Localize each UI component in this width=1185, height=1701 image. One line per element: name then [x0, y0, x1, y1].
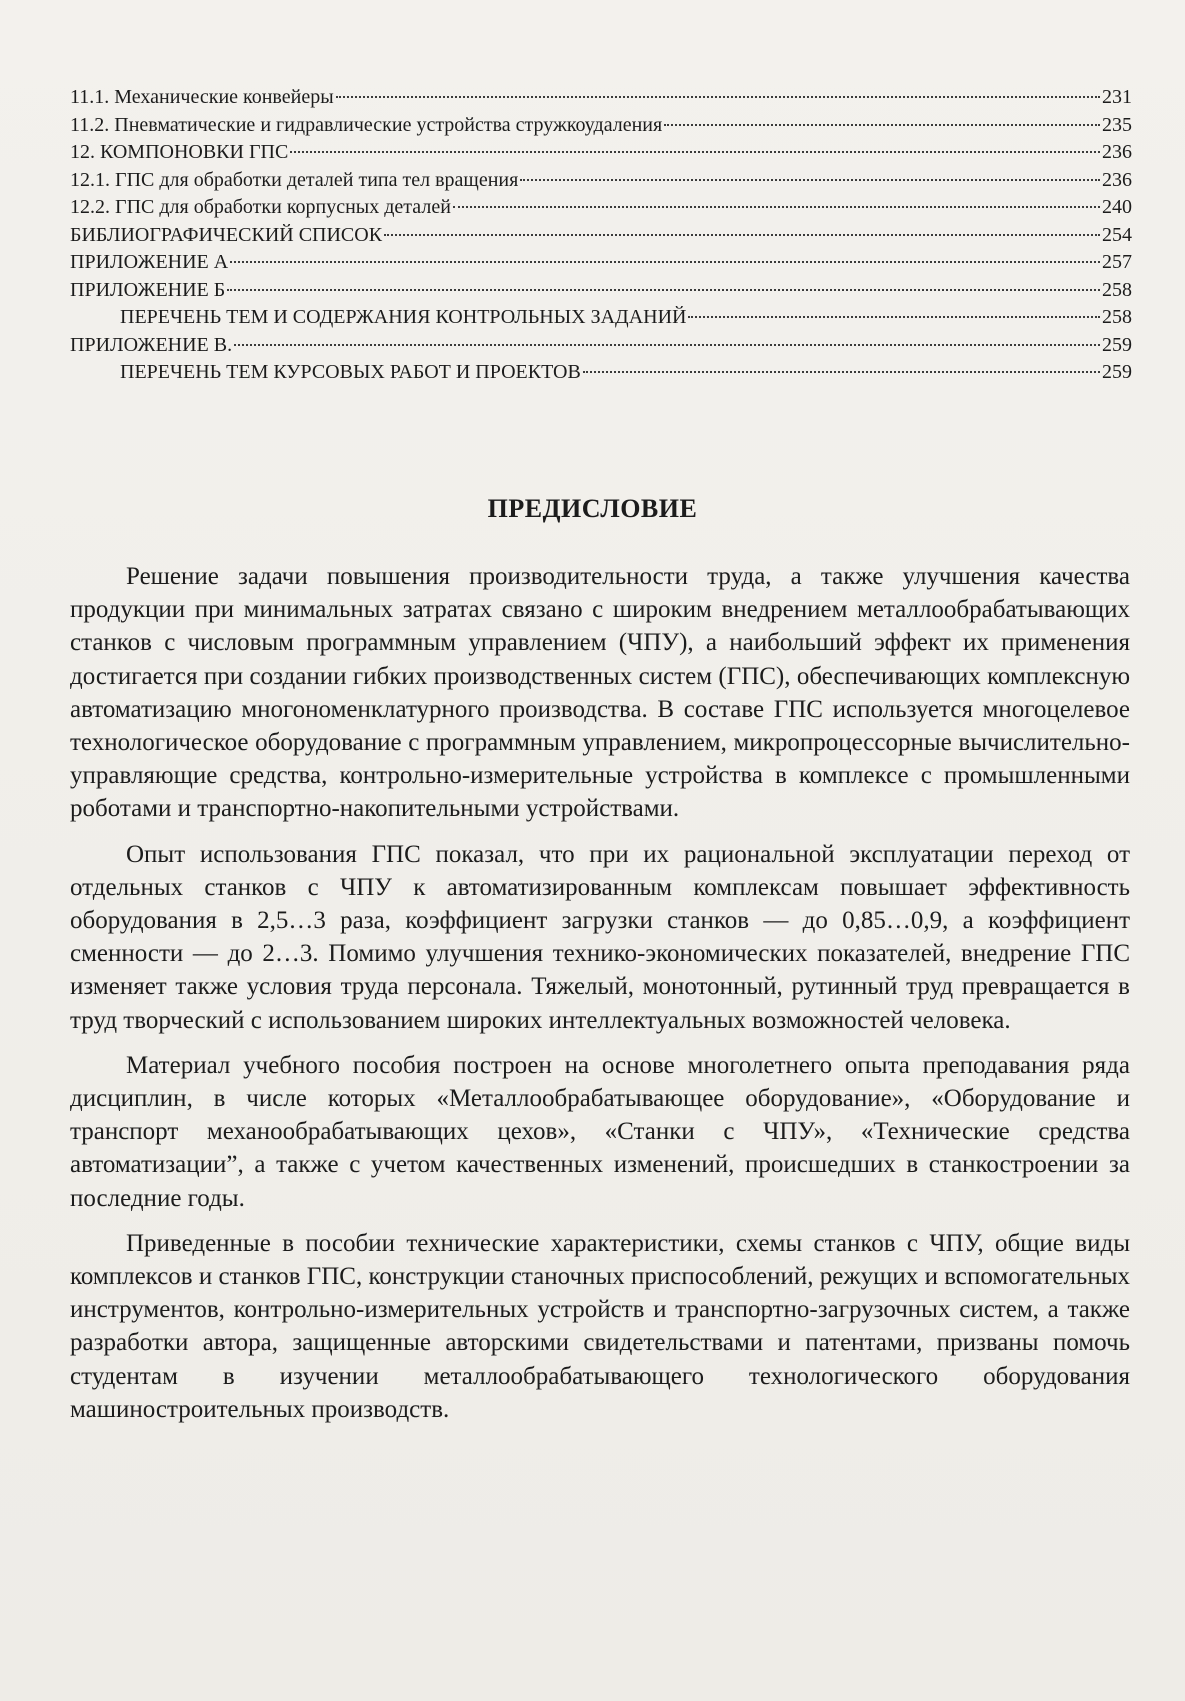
toc-entry[interactable] [70, 112, 1132, 140]
toc-entry-page: 254 [1102, 223, 1132, 246]
toc-entry[interactable] [70, 139, 1132, 167]
toc-leader-dots [583, 371, 1100, 373]
toc-entry-title: БИБЛИОГРАФИЧЕСКИЙ СПИСОК [70, 223, 383, 246]
toc-leader-dots [234, 344, 1100, 346]
table-of-contents [70, 84, 1132, 387]
paragraph: Приведенные в пособии технические характеристики, схемы станков с ЧПУ, общие виды комплексов и станков ГПС, конструкции станочных приспособлений, режущих и вспомогательных инструментов, контрольно-измерительных устройств и транспортно-загрузочных систем, а также разработки автора, защищенные авторскими свидетельствами и патентами, призваны помочь студентам в изучении металлообрабатывающего технологического оборудования машиностроительных производств. [70, 1229, 1130, 1423]
paragraph: Материал учебного пособия построен на основе многолетнего опыта преподавания ряда дисциплин, в числе которых «Металлообрабатывающее оборудование», «Оборудование и транспорт механообрабатывающих цехов», «Станки с ЧПУ», «Технические средства автоматизации”, а также с учетом качественных изменений, происшедших в станкостроении за последние годы. [70, 1051, 1130, 1212]
toc-leader-dots [227, 289, 1100, 291]
toc-entry-title: 12. КОМПОНОВКИ ГПС [70, 141, 289, 163]
toc-entry-page: 240 [1102, 196, 1132, 218]
toc-entry-title: 12.2. ГПС для обработки корпусных деталей [70, 196, 451, 218]
toc-entry-title: 12.1. ГПС для обработки деталей типа тел вращения [70, 168, 519, 191]
paragraph: Опыт использования ГПС показал, что при их рациональной эксплуатации переход от отдельных станков с ЧПУ к автоматизированным комплексам повышает эффективность оборудования в 2,5…3 раза, коэффициент загрузки станков — до 0,85…0,9, а коэффициент сменности — до 2…3. Помимо улучшения технико-экономических показателей, внедрение ГПС изменяет также условия труда персонала. Тяжелый, монотонный, рутинный труд превращается в труд творческий с использованием широких интеллектуальных возможностей человека. [70, 840, 1130, 1034]
toc-entry[interactable] [70, 359, 1132, 387]
toc-leader-dots [290, 151, 1100, 153]
toc-entry-title: 11.2. Пневматические и гидравлические устройства стружкоудаления [70, 113, 663, 136]
toc-leader-dots [453, 206, 1100, 208]
preface-body [70, 560, 1130, 1438]
toc-entry[interactable] [70, 167, 1132, 195]
toc-entry-title: ПЕРЕЧЕНЬ ТЕМ И СОДЕРЖАНИЯ КОНТРОЛЬНЫХ ЗАДАНИЙ [120, 306, 687, 328]
toc-entry-page: 236 [1102, 141, 1132, 163]
paragraph: Решение задачи повышения производительности труда, а также улучшения качества продукции при минимальных затратах связано с широким внедрением металлообрабатывающих станков с числовым программным управлением (ЧПУ), а наибольший эффект их применения достигается при создании гибких производственных систем (ГПС), обеспечивающих комплексную автоматизацию многономенклатурного производства. В составе ГПС используется многоцелевое технологическое оборудование с программным управлением, микропроцессорные вычислительно-управляющие средства, контрольно-измерительные устройства в комплексе с промышленными роботами и транспортно-накопительными устройствами. [70, 563, 1130, 823]
toc-entry[interactable] [70, 249, 1132, 277]
toc-entry-page: 235 [1102, 113, 1132, 136]
toc-entry[interactable] [70, 222, 1132, 250]
toc-entry[interactable] [70, 332, 1132, 360]
toc-leader-dots [688, 316, 1100, 318]
toc-entry-page: 259 [1102, 333, 1132, 356]
toc-entry-title: ПРИЛОЖЕНИЕ А [70, 251, 229, 273]
toc-entry-page: 259 [1102, 361, 1132, 383]
toc-entry[interactable] [70, 194, 1132, 222]
toc-leader-dots [520, 179, 1100, 181]
toc-entry-page: 258 [1102, 278, 1132, 301]
toc-entry-title: ПЕРЕЧЕНЬ ТЕМ КУРСОВЫХ РАБОТ И ПРОЕКТОВ [120, 361, 581, 383]
toc-entry-page: 231 [1102, 86, 1132, 108]
toc-entry-page: 258 [1102, 306, 1132, 328]
toc-entry-title: ПРИЛОЖЕНИЕ В. [70, 333, 233, 356]
toc-entry[interactable] [70, 304, 1132, 332]
toc-leader-dots [230, 261, 1100, 263]
section-heading: ПРЕДИСЛОВИЕ [487, 494, 698, 523]
toc-leader-dots [384, 234, 1100, 236]
toc-entry-page: 257 [1102, 251, 1132, 273]
toc-leader-dots [664, 124, 1100, 126]
toc-entry-page: 236 [1102, 168, 1132, 191]
toc-entry[interactable] [70, 277, 1132, 305]
toc-entry-title: ПРИЛОЖЕНИЕ Б [70, 278, 226, 301]
toc-leader-dots [336, 96, 1100, 98]
toc-entry-title: 11.1. Механические конвейеры [70, 86, 334, 108]
toc-entry[interactable] [70, 84, 1132, 112]
